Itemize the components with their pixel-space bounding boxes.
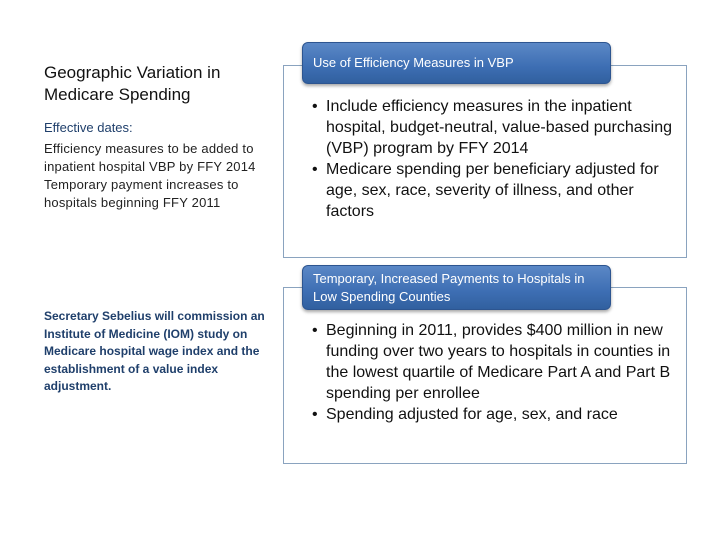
bullet-item [312, 320, 682, 404]
effective-dates-heading: Effective dates: [44, 120, 133, 135]
bullet-icon: • [312, 161, 318, 178]
bullet-icon: • [312, 406, 318, 423]
increased-payments-tab: Temporary, Increased Payments to Hospitals in Low Spending Counties [302, 265, 611, 310]
effective-date-item: Efficiency measures to be added to inpatient hospital VBP by FFY 2014 [44, 141, 256, 174]
bullet-text: Spending adjusted for age, sex, and race [326, 406, 618, 423]
bullet-icon: • [312, 98, 318, 115]
bullet-item [312, 404, 682, 425]
increased-payments-bullets [312, 320, 682, 425]
bullet-text: Beginning in 2011, provides $400 million in new funding over two years to hospitals in counties in the lowest quartile of Medicare Part A and Part B spending per enrollee [326, 322, 671, 402]
bullet-item [312, 96, 682, 159]
effective-date-item: Temporary payment increases to hospitals beginning FFY 2011 [44, 177, 239, 210]
efficiency-measures-tab: Use of Efficiency Measures in VBP [302, 42, 611, 84]
page-title: Geographic Variation in Medicare Spending [44, 63, 221, 104]
bullet-item [312, 159, 682, 222]
effective-dates-list [44, 140, 276, 212]
iom-study-note: Secretary Sebelius will commission an Institute of Medicine (IOM) study on Medicare hospital wage index and the establishment of a value index adjustment. [44, 309, 265, 393]
efficiency-measures-bullets [312, 96, 682, 222]
bullet-text: Include efficiency measures in the inpatient hospital, budget-neutral, value-based purchasing (VBP) program by FFY 2014 [326, 98, 673, 157]
bullet-icon: • [312, 322, 318, 339]
bullet-text: Medicare spending per beneficiary adjusted for age, sex, race, severity of illness, and other factors [326, 161, 659, 220]
